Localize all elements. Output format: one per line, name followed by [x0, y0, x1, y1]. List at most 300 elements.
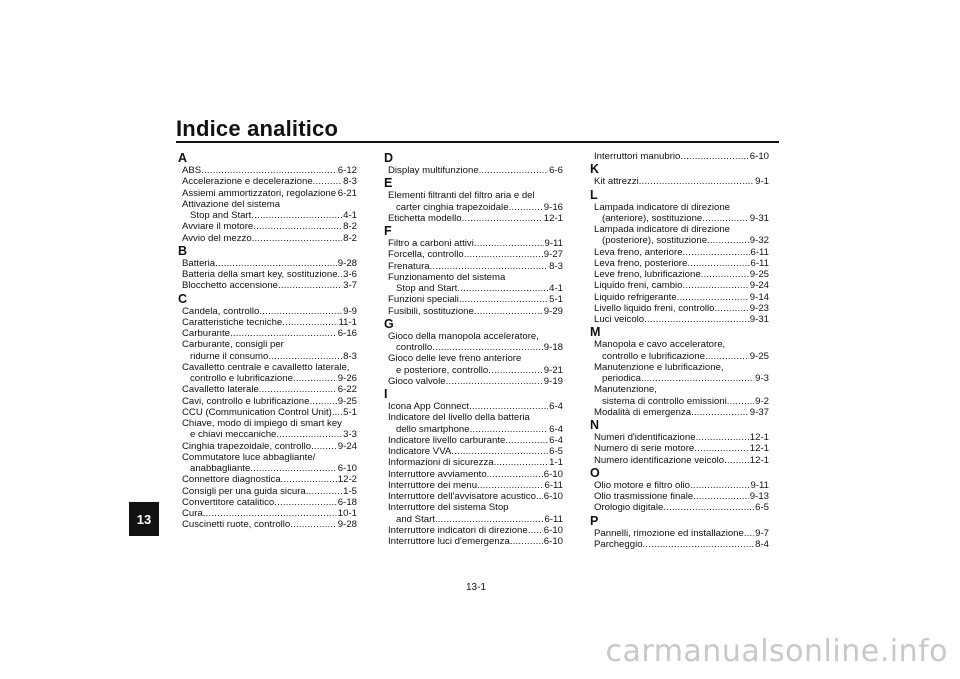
- dot-leader: [215, 258, 337, 269]
- index-page-ref: 6-16: [337, 328, 357, 339]
- index-entry-heading: Carburante, consigli per: [182, 339, 284, 351]
- dot-leader: [715, 303, 749, 314]
- index-entry: [590, 539, 769, 550]
- index-letter-heading: G: [384, 316, 394, 331]
- dot-leader: [276, 429, 342, 440]
- index-entry-text: Indicatore VVA: [388, 446, 452, 457]
- index-entry: [178, 165, 357, 176]
- index-entry: [178, 486, 357, 497]
- index-entry-text: Interruttore dei menu: [388, 479, 478, 491]
- dot-leader: [641, 373, 754, 384]
- dot-leader: [509, 202, 543, 213]
- page-number: 13-1: [466, 582, 487, 593]
- index-entry-text: Interruttore dell'avvisatore acustico: [388, 491, 536, 502]
- dot-leader: [687, 258, 749, 269]
- index-page-ref: 12-1: [749, 454, 769, 466]
- dot-leader: [274, 497, 337, 508]
- index-entry: [384, 446, 563, 457]
- index-entry-text: Liquido freni, cambio: [594, 280, 683, 292]
- index-entry: [590, 480, 769, 491]
- index-entry-text: Filtro a carboni attivi: [388, 238, 474, 249]
- dot-leader: [707, 235, 749, 246]
- index-entry: [178, 474, 357, 485]
- index-entry-text: Cavi, controllo e lubrificazione: [182, 395, 310, 407]
- index-page-ref: 8-3: [549, 260, 563, 272]
- index-page-ref: 8-3: [343, 176, 357, 188]
- index-entry: [590, 213, 769, 224]
- index-column-2: [384, 151, 563, 547]
- index-entry-text: Olio trasmissione finale: [594, 491, 694, 502]
- index-page-ref: 9-24: [337, 440, 357, 452]
- index-entry: [590, 351, 769, 362]
- dot-leader: [694, 443, 749, 454]
- index-entry: [178, 328, 357, 339]
- index-page-ref: 5-1: [549, 294, 563, 306]
- dot-leader: [643, 539, 755, 550]
- index-entry: [178, 176, 357, 187]
- index-letter-heading: P: [590, 513, 599, 528]
- index-entry-text: Interruttori manubrio: [594, 151, 681, 162]
- index-entry: [590, 151, 769, 162]
- dot-leader: [693, 491, 749, 502]
- index-page-ref: 9-14: [749, 291, 769, 303]
- index-entry-text: Caratteristiche tecniche: [182, 316, 283, 328]
- dot-leader: [203, 508, 337, 519]
- index-entry-text: Informazioni di sicurezza: [388, 457, 494, 469]
- index-page-ref: 1-1: [549, 457, 563, 469]
- index-entry: [384, 238, 563, 249]
- index-entry-heading: Manutenzione e lubrificazione,: [594, 361, 724, 373]
- index-entry: [590, 432, 769, 443]
- index-entry: [590, 528, 769, 539]
- chapter-tab: 13: [129, 502, 159, 536]
- index-letter-heading: K: [590, 162, 600, 177]
- index-page-ref: 12-1: [543, 212, 563, 224]
- index-entry: [590, 396, 769, 407]
- index-entry-text: Carburante: [182, 328, 230, 339]
- index-entry: [384, 213, 563, 224]
- index-entry-text: sistema di controllo emissioni: [602, 395, 727, 407]
- index-page-ref: 6-4: [549, 434, 563, 446]
- dot-leader: [278, 280, 342, 291]
- dot-leader: [250, 463, 337, 474]
- index-entry: [590, 269, 769, 280]
- index-entry: [590, 247, 769, 258]
- index-page-ref: 6-6: [549, 165, 563, 176]
- index-entry: [384, 165, 563, 176]
- dot-leader: [430, 261, 549, 272]
- index-page-ref: 9-31: [749, 212, 769, 224]
- dot-leader: [644, 314, 749, 325]
- index-entry-text: Cuscinetti ruote, controllo: [182, 519, 291, 531]
- index-entry-heading: Gioco delle leve freno anteriore: [388, 353, 522, 365]
- dot-leader: [487, 469, 543, 480]
- index-entry-text: Candela, controllo: [182, 305, 260, 317]
- dot-leader: [474, 306, 543, 317]
- index-entry-heading: Manutenzione,: [594, 384, 657, 396]
- index-entry-text: Batteria: [182, 257, 216, 269]
- index-entry-text: periodica: [602, 373, 641, 384]
- index-entry-text: dello smartphone: [396, 423, 470, 435]
- dot-leader: [259, 384, 337, 395]
- index-entry-text: controllo e lubrificazione: [602, 350, 705, 362]
- index-page-ref: 9-9: [343, 305, 357, 317]
- dot-leader: [691, 407, 749, 418]
- dot-leader: [505, 435, 548, 446]
- index-page-ref: 8-2: [343, 221, 357, 233]
- index-page-ref: 9-24: [749, 280, 769, 292]
- index-column-1: [178, 151, 357, 531]
- index-entry-text: Modalità di emergenza: [594, 406, 692, 418]
- watermark: carmanualsonline.info: [605, 634, 948, 669]
- index-entry: [384, 514, 563, 525]
- dot-leader: [432, 342, 543, 353]
- index-entry-text: Leve freno, lubrificazione: [594, 269, 701, 280]
- index-page-ref: 9-37: [749, 406, 769, 418]
- dot-leader: [253, 221, 342, 232]
- index-letter-heading: D: [384, 151, 394, 165]
- dot-leader: [479, 165, 548, 176]
- index-entry: [590, 407, 769, 418]
- index-page-ref: 9-31: [749, 314, 769, 325]
- index-entry-text: Leva freno, anteriore: [594, 246, 683, 258]
- index-entry-text: controllo e lubrificazione: [190, 373, 293, 384]
- index-entry-text: Fusibili, sostituzione: [388, 305, 474, 317]
- dot-leader: [435, 514, 544, 525]
- index-entry: [590, 280, 769, 291]
- index-entry: [178, 306, 357, 317]
- index-entry-text: Cura: [182, 508, 203, 519]
- index-entry-heading: Elementi filtranti del filtro aria e del: [388, 190, 535, 202]
- dot-leader: [488, 365, 543, 376]
- dot-leader: [311, 441, 337, 452]
- index-page-ref: 6-22: [337, 384, 357, 396]
- index-page-ref: 6-10: [543, 491, 563, 502]
- index-letter-heading: I: [384, 387, 388, 401]
- index-page-ref: 6-18: [337, 496, 357, 508]
- dot-leader: [528, 525, 543, 536]
- index-entry: [384, 435, 563, 446]
- index-entry-text: Convertitore catalitico: [182, 496, 275, 508]
- index-entry: [384, 525, 563, 536]
- index-page-ref: 6-4: [549, 401, 563, 412]
- index-page-ref: 9-23: [749, 302, 769, 314]
- index-letter-heading: O: [590, 465, 600, 480]
- index-entry-heading: Chiave, modo di impiego di smart key: [182, 418, 342, 429]
- index-entry: [384, 306, 563, 317]
- dot-leader: [663, 502, 754, 513]
- index-entry-text: Leva freno, posteriore: [594, 257, 688, 269]
- index-entry: [590, 491, 769, 502]
- dot-leader: [457, 283, 548, 294]
- index-entry: [384, 401, 563, 412]
- index-letter-heading: M: [590, 325, 601, 340]
- index-page-ref: 3-3: [343, 429, 357, 441]
- index-entry: [384, 342, 563, 353]
- index-entry: [590, 235, 769, 246]
- index-entry-heading: Lampada indicatore di direzione: [594, 201, 730, 213]
- index-page-ref: 6-5: [755, 502, 769, 514]
- index-entry: [178, 497, 357, 508]
- dot-leader: [494, 457, 549, 468]
- index-entry-text: Cavalletto laterale: [182, 384, 259, 396]
- index-entry-text: Gioco valvole: [388, 375, 446, 387]
- page-title: Indice analitico: [176, 116, 339, 141]
- dot-leader: [282, 317, 337, 328]
- index-entry-text: (posteriore), sostituzione: [602, 235, 708, 247]
- index-page-ref: 9-28: [337, 519, 357, 531]
- index-entry-text: Avviare il motore: [182, 221, 254, 233]
- index-entry-text: Stop and Start: [396, 283, 458, 294]
- index-entry: [178, 373, 357, 384]
- index-page-ref: 9-1: [755, 176, 769, 188]
- index-page-ref: 9-7: [755, 527, 769, 539]
- index-page-ref: 4-1: [549, 283, 563, 294]
- index-entry: [178, 384, 357, 395]
- dot-leader: [477, 480, 543, 491]
- index-page-ref: 9-19: [543, 375, 563, 387]
- index-letter-heading: E: [384, 176, 393, 191]
- index-page-ref: 8-2: [343, 232, 357, 244]
- index-page-ref: 9-18: [543, 342, 563, 353]
- dot-leader: [259, 306, 342, 317]
- index-entry-text: e posteriore, controllo: [396, 364, 489, 376]
- index-entry: [384, 457, 563, 468]
- index-page-ref: 9-16: [543, 201, 563, 213]
- index-page-ref: 1-5: [343, 485, 357, 497]
- index-entry-text: controllo: [396, 342, 433, 353]
- index-page-ref: 9-29: [543, 305, 563, 317]
- index-entry-text: anabbagliante: [190, 463, 251, 474]
- index-entry-text: Funzioni speciali: [388, 294, 459, 306]
- index-entry: [178, 258, 357, 269]
- dot-leader: [293, 373, 337, 384]
- index-entry-text: Icona App Connect: [388, 401, 470, 412]
- index-page-ref: 6-11: [544, 479, 563, 491]
- index-entry-text: CCU (Communication Control Unit): [182, 406, 332, 418]
- dot-leader: [281, 474, 337, 485]
- index-page-ref: 9-28: [337, 257, 357, 269]
- index-entry-text: ABS: [182, 165, 202, 176]
- index-letter-heading: A: [178, 151, 188, 165]
- index-page-ref: 9-11: [544, 238, 563, 249]
- title-rule: [176, 141, 779, 143]
- index-entry-text: Accelerazione e decelerazione: [182, 176, 313, 188]
- index-entry: [178, 317, 357, 328]
- dot-leader: [230, 328, 337, 339]
- index-entry: [590, 314, 769, 325]
- index-entry: [178, 210, 357, 221]
- index-entry-text: Assiemi ammortizzatori, regolazione: [182, 187, 337, 199]
- index-letter-heading: B: [178, 243, 188, 258]
- index-page-ref: 3-7: [343, 280, 357, 292]
- index-entry: [590, 455, 769, 466]
- dot-leader: [680, 151, 748, 162]
- index-page-ref: 9-11: [750, 479, 769, 491]
- index-entry-heading: Attivazione del sistema: [182, 198, 281, 210]
- index-entry: [384, 294, 563, 305]
- index-entry-text: Numero identificazione veicolo: [594, 454, 725, 466]
- dot-leader: [469, 401, 548, 412]
- index-entry-text: Interruttore luci d'emergenza: [388, 536, 510, 547]
- index-entry: [384, 536, 563, 547]
- dot-leader: [313, 176, 342, 187]
- index-entry: [384, 480, 563, 491]
- index-entry: [178, 233, 357, 244]
- index-entry-text: Blocchetto accensione: [182, 280, 278, 292]
- dot-leader: [332, 407, 342, 418]
- dot-leader: [677, 292, 749, 303]
- index-entry-heading: Lampada indicatore di direzione: [594, 224, 730, 235]
- index-entry: [590, 303, 769, 314]
- dot-leader: [459, 294, 548, 305]
- dot-leader: [268, 351, 342, 362]
- dot-leader: [727, 396, 754, 407]
- index-letter-heading: N: [590, 418, 600, 432]
- index-entry-text: e chiavi meccaniche: [190, 429, 277, 441]
- index-page-ref: 9-13: [749, 491, 769, 502]
- dot-leader: [201, 165, 337, 176]
- index-entry: [384, 261, 563, 272]
- index-entry-text: Numero di serie motore: [594, 443, 695, 455]
- index-entry-text: Liquido refrigerante: [594, 291, 677, 303]
- index-entry-text: Stop and Start: [190, 210, 252, 221]
- index-page-ref: 6-10: [543, 524, 563, 536]
- dot-leader: [690, 480, 750, 491]
- index-page-ref: 10-1: [337, 508, 357, 519]
- index-entry-text: Cinghia trapezoidale, controllo: [182, 440, 312, 452]
- index-page-ref: 5-1: [343, 406, 357, 418]
- index-entry: [590, 258, 769, 269]
- index-entry: [178, 463, 357, 474]
- index-entry-text: Connettore diagnostica: [182, 474, 281, 486]
- index-page-ref: 9-32: [749, 235, 769, 247]
- dot-leader: [536, 491, 543, 502]
- index-page-ref: 6-10: [337, 463, 357, 474]
- index-page-ref: 12-1: [749, 432, 769, 443]
- dot-leader: [451, 446, 548, 457]
- index-page-ref: 9-27: [543, 249, 563, 261]
- index-page-ref: 6-10: [749, 151, 769, 162]
- index-entry-text: Forcella, controllo: [388, 249, 464, 261]
- index-page-ref: 6-11: [750, 257, 769, 269]
- index-entry-text: Etichetta modello: [388, 212, 462, 224]
- index-column-3: [590, 151, 769, 550]
- index-entry: [178, 429, 357, 440]
- dot-leader: [702, 213, 749, 224]
- dot-leader: [696, 432, 749, 443]
- index-entry: [384, 202, 563, 213]
- dot-leader: [464, 249, 543, 260]
- dot-leader: [705, 351, 749, 362]
- index-entry-text: Batteria della smart key, sostituzione: [182, 269, 338, 280]
- index-entry-heading: Cavalletto centrale e cavalletto laterale,: [182, 361, 350, 373]
- dot-leader: [309, 396, 336, 407]
- index-page-ref: 9-26: [337, 373, 357, 384]
- index-entry: [178, 396, 357, 407]
- index-entry-text: Numeri d'identificazione: [594, 432, 696, 443]
- index-entry: [384, 491, 563, 502]
- index-entry-heading: Interruttore del sistema Stop: [388, 502, 509, 514]
- index-entry: [384, 283, 563, 294]
- index-entry-text: Indicatore livello carburante: [388, 434, 506, 446]
- index-entry-text: Kit attrezzi: [594, 176, 639, 188]
- index-entry: [178, 280, 357, 291]
- index-entry-text: and Start: [396, 513, 435, 525]
- index-letter-heading: C: [178, 291, 188, 306]
- index-page-ref: 9-25: [337, 395, 357, 407]
- dot-leader: [474, 238, 544, 249]
- index-entry: [178, 221, 357, 232]
- index-page-ref: 6-4: [549, 423, 563, 435]
- index-entry: [178, 441, 357, 452]
- index-entry-text: Luci veicolo: [594, 314, 645, 325]
- index-entry-text: (anteriore), sostituzione: [602, 212, 703, 224]
- index-page-ref: 12-1: [749, 443, 769, 455]
- index-entry: [590, 292, 769, 303]
- index-entry: [178, 519, 357, 530]
- dot-leader: [683, 280, 749, 291]
- index-entry: [590, 176, 769, 187]
- index-page-ref: 9-25: [749, 350, 769, 362]
- dot-leader: [251, 210, 342, 221]
- index-entry-text: carter cinghia trapezoidale: [396, 201, 509, 213]
- dot-leader: [724, 455, 749, 466]
- index-entry: [178, 269, 357, 280]
- index-entry-heading: Commutatore luce abbagliante/: [182, 451, 316, 463]
- index-entry: [384, 249, 563, 260]
- index-page-ref: 8-4: [755, 538, 769, 550]
- dot-leader: [510, 536, 543, 547]
- index-entry: [178, 407, 357, 418]
- index-entry-text: Consigli per una guida sicura: [182, 485, 306, 497]
- index-entry-text: Livello liquido freni, controllo: [594, 302, 715, 314]
- dot-leader: [744, 528, 754, 539]
- dot-leader: [470, 424, 549, 435]
- index-page-ref: 12-2: [337, 474, 357, 486]
- index-entry-heading: Indicatore del livello della batteria: [388, 412, 530, 424]
- index-letter-heading: F: [384, 224, 392, 238]
- index-entry-text: Frenatura: [388, 260, 430, 272]
- index-entry: [178, 188, 357, 199]
- index-entry-text: Interruttore avviamento: [388, 468, 487, 480]
- index-entry-text: Avvio del mezzo: [182, 232, 252, 244]
- dot-leader: [683, 247, 750, 258]
- dot-leader: [290, 519, 337, 530]
- index-page-ref: 9-2: [755, 395, 769, 407]
- index-entry-text: Orologio digitale: [594, 502, 664, 514]
- index-page-ref: 6-10: [543, 468, 563, 480]
- index-entry-text: Parcheggio: [594, 538, 643, 550]
- index-entry-text: Olio motore e filtro olio: [594, 479, 690, 491]
- index-page-ref: 9-25: [749, 269, 769, 280]
- index-entry: [384, 424, 563, 435]
- index-entry: [384, 376, 563, 387]
- index-entry-text: Interruttore indicatori di direzione: [388, 524, 528, 536]
- dot-leader: [446, 376, 543, 387]
- index-entry-heading: Gioco della manopola acceleratore,: [388, 330, 539, 342]
- index-page-ref: 6-12: [337, 165, 357, 176]
- index-page-ref: 11-1: [338, 316, 357, 328]
- dot-leader: [701, 269, 749, 280]
- index-entry-heading: Funzionamento del sistema: [388, 271, 506, 283]
- index-page-ref: 8-3: [343, 350, 357, 362]
- index-page-ref: 4-1: [343, 210, 357, 221]
- index-entry: [384, 469, 563, 480]
- index-entry: [384, 365, 563, 376]
- index-entry: [178, 351, 357, 362]
- index-page-ref: 6-11: [750, 246, 769, 258]
